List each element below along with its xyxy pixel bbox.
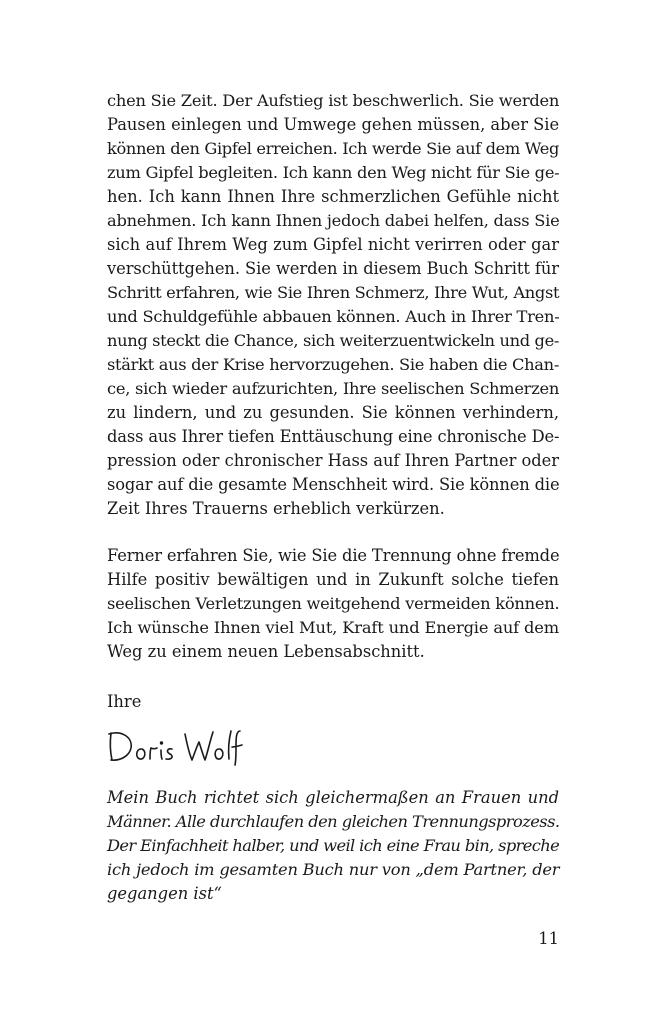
text-line: hen. Ich kann Ihnen Ihre schmerzlichen Gefühle nicht	[107, 187, 559, 206]
text-line: seelischen Verletzungen weitgehend vermeiden können.	[107, 594, 560, 613]
text-line: sogar auf die gesamte Menschheit wird. Sie können die	[107, 475, 560, 494]
text-line: Zeit Ihres Trauerns erheblich verkürzen.	[107, 499, 445, 518]
text-line: chen Sie Zeit. Der Aufstieg ist beschwerlich. Sie werden	[107, 91, 560, 110]
text-line: sich auf Ihrem Weg zum Gipfel nicht verirren oder gar	[107, 235, 559, 254]
body-paragraph-2	[107, 544, 559, 664]
text-line: ich jedoch im gesamten Buch nur von „dem Partner, der	[107, 860, 560, 879]
text-line: Männer. Alle durchlaufen den gleichen Trennungsprozess.	[107, 812, 560, 831]
body-paragraph-1	[107, 89, 559, 521]
text-line: Schritt erfahren, wie Sie Ihren Schmerz, Ihre Wut, Angst	[107, 283, 560, 302]
text-line: dass aus Ihrer tiefen Enttäuschung eine chronische De-	[107, 427, 560, 446]
text-line: Hilfe positiv bewältigen und in Zukunft solche tiefen	[107, 570, 559, 589]
text-line: und Schuldgefühle abbauen können. Auch in Ihrer Tren-	[107, 307, 560, 326]
text-line: ce, sich wieder aufzurichten, Ihre seelischen Schmerzen	[107, 379, 560, 398]
text-line: abnehmen. Ich kann Ihnen jedoch dabei helfen, dass Sie	[107, 211, 560, 230]
text-line: Mein Buch richtet sich gleichermaßen an Frauen und	[107, 788, 559, 807]
text-line: Weg zu einem neuen Lebensabschnitt.	[107, 642, 425, 661]
text-line: verschüttgehen. Sie werden in diesem Buch Schritt für	[107, 259, 559, 278]
closing-salutation: Ihre	[107, 692, 142, 711]
text-line: Ferner erfahren Sie, wie Sie die Trennung ohne fremde	[107, 546, 560, 565]
text-line: Der Einfachheit halber, und weil ich eine Frau bin, spreche	[107, 836, 560, 855]
text-line: Ich wünsche Ihnen viel Mut, Kraft und Energie auf dem	[107, 618, 559, 637]
text-line: stärkt aus der Krise hervorzugehen. Sie haben die Chan-	[107, 355, 560, 374]
text-line: zu lindern, und zu gesunden. Sie können verhindern,	[107, 403, 559, 422]
handwritten-signature	[107, 727, 247, 767]
page-number: 11	[538, 929, 559, 948]
text-line: Pausen einlegen und Umwege gehen müssen, aber Sie	[107, 115, 560, 134]
text-line: können den Gipfel erreichen. Ich werde Sie auf dem Weg	[107, 139, 559, 158]
text-line: gegangen ist“	[107, 884, 222, 903]
text-line: zum Gipfel begleiten. Ich kann den Weg nicht für Sie ge-	[107, 163, 560, 182]
footnote-italic	[107, 786, 559, 906]
text-line: nung steckt die Chance, sich weiterzuentwickeln und ge-	[107, 331, 559, 350]
text-line: pression oder chronischer Hass auf Ihren Partner oder	[107, 451, 559, 470]
